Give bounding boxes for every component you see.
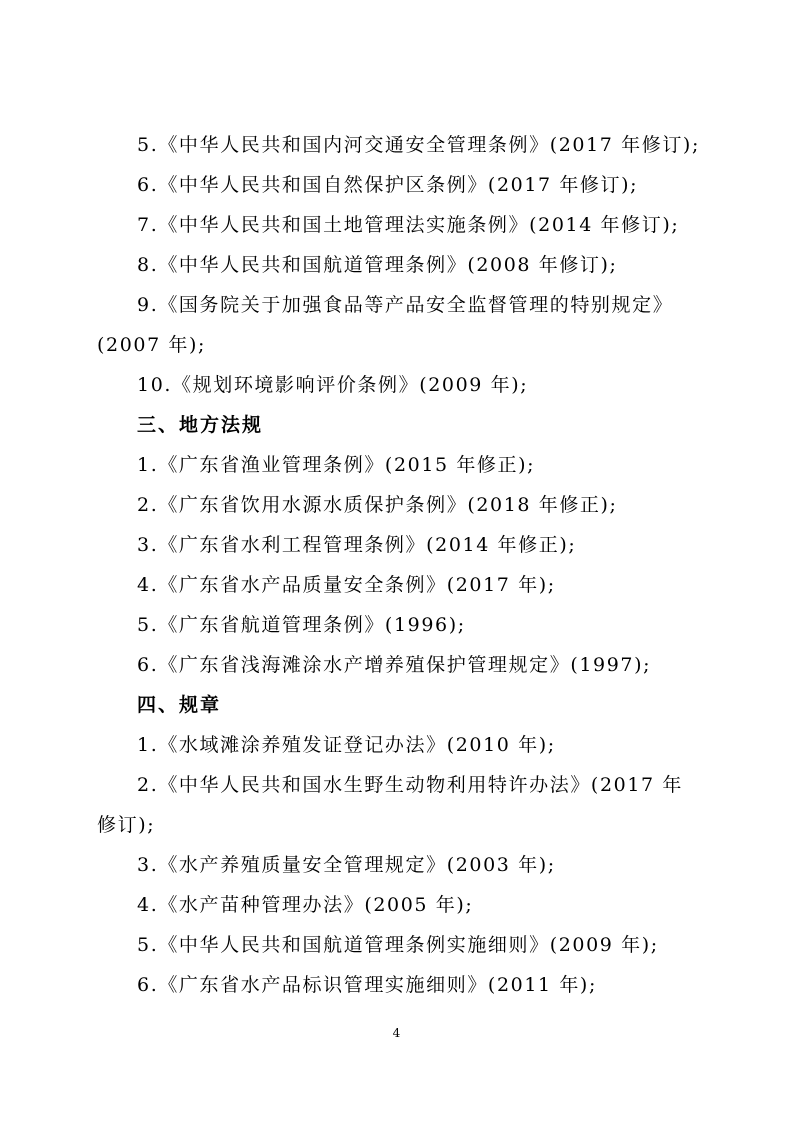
list-item: 6.《中华人民共和国自然保护区条例》(2017 年修订); xyxy=(137,174,639,196)
list-item: 5.《广东省航道管理条例》(1996); xyxy=(137,614,466,636)
list-item-continuation: 修订); xyxy=(97,814,156,836)
list-item: 5.《中华人民共和国内河交通安全管理条例》(2017 年修订); xyxy=(137,134,700,156)
list-item: 8.《中华人民共和国航道管理条例》(2008 年修订); xyxy=(137,254,618,276)
list-item: 6.《广东省浅海滩涂水产增养殖保护管理规定》(1997); xyxy=(137,654,652,676)
page-number: 4 xyxy=(392,1026,401,1040)
list-item: 4.《水产苗种管理办法》(2005 年); xyxy=(137,894,474,916)
list-item: 1.《水域滩涂养殖发证登记办法》(2010 年); xyxy=(137,734,556,756)
list-item: 7.《中华人民共和国土地管理法实施条例》(2014 年修订); xyxy=(137,214,680,236)
section-heading: 三、地方法规 xyxy=(137,414,264,436)
list-item: 4.《广东省水产品质量安全条例》(2017 年); xyxy=(137,574,556,596)
list-item: 2.《广东省饮用水源水质保护条例》(2018 年修正); xyxy=(137,494,618,516)
list-item: 3.《广东省水利工程管理条例》(2014 年修正); xyxy=(137,534,577,556)
list-item: 3.《水产养殖质量安全管理规定》(2003 年); xyxy=(137,854,556,876)
list-item: 9.《国务院关于加强食品等产品安全监督管理的特别规定》 xyxy=(137,294,674,316)
list-item: 1.《广东省渔业管理条例》(2015 年修正); xyxy=(137,454,536,476)
list-item-continuation: (2007 年); xyxy=(97,334,207,356)
list-item: 5.《中华人民共和国航道管理条例实施细则》(2009 年); xyxy=(137,934,659,956)
list-item: 10.《规划环境影响评价条例》(2009 年); xyxy=(137,374,529,396)
list-item: 6.《广东省水产品标识管理实施细则》(2011 年); xyxy=(137,974,597,996)
section-heading: 四、规章 xyxy=(137,694,222,716)
list-item: 2.《中华人民共和国水生野生动物利用特许办法》(2017 年 xyxy=(137,774,683,796)
